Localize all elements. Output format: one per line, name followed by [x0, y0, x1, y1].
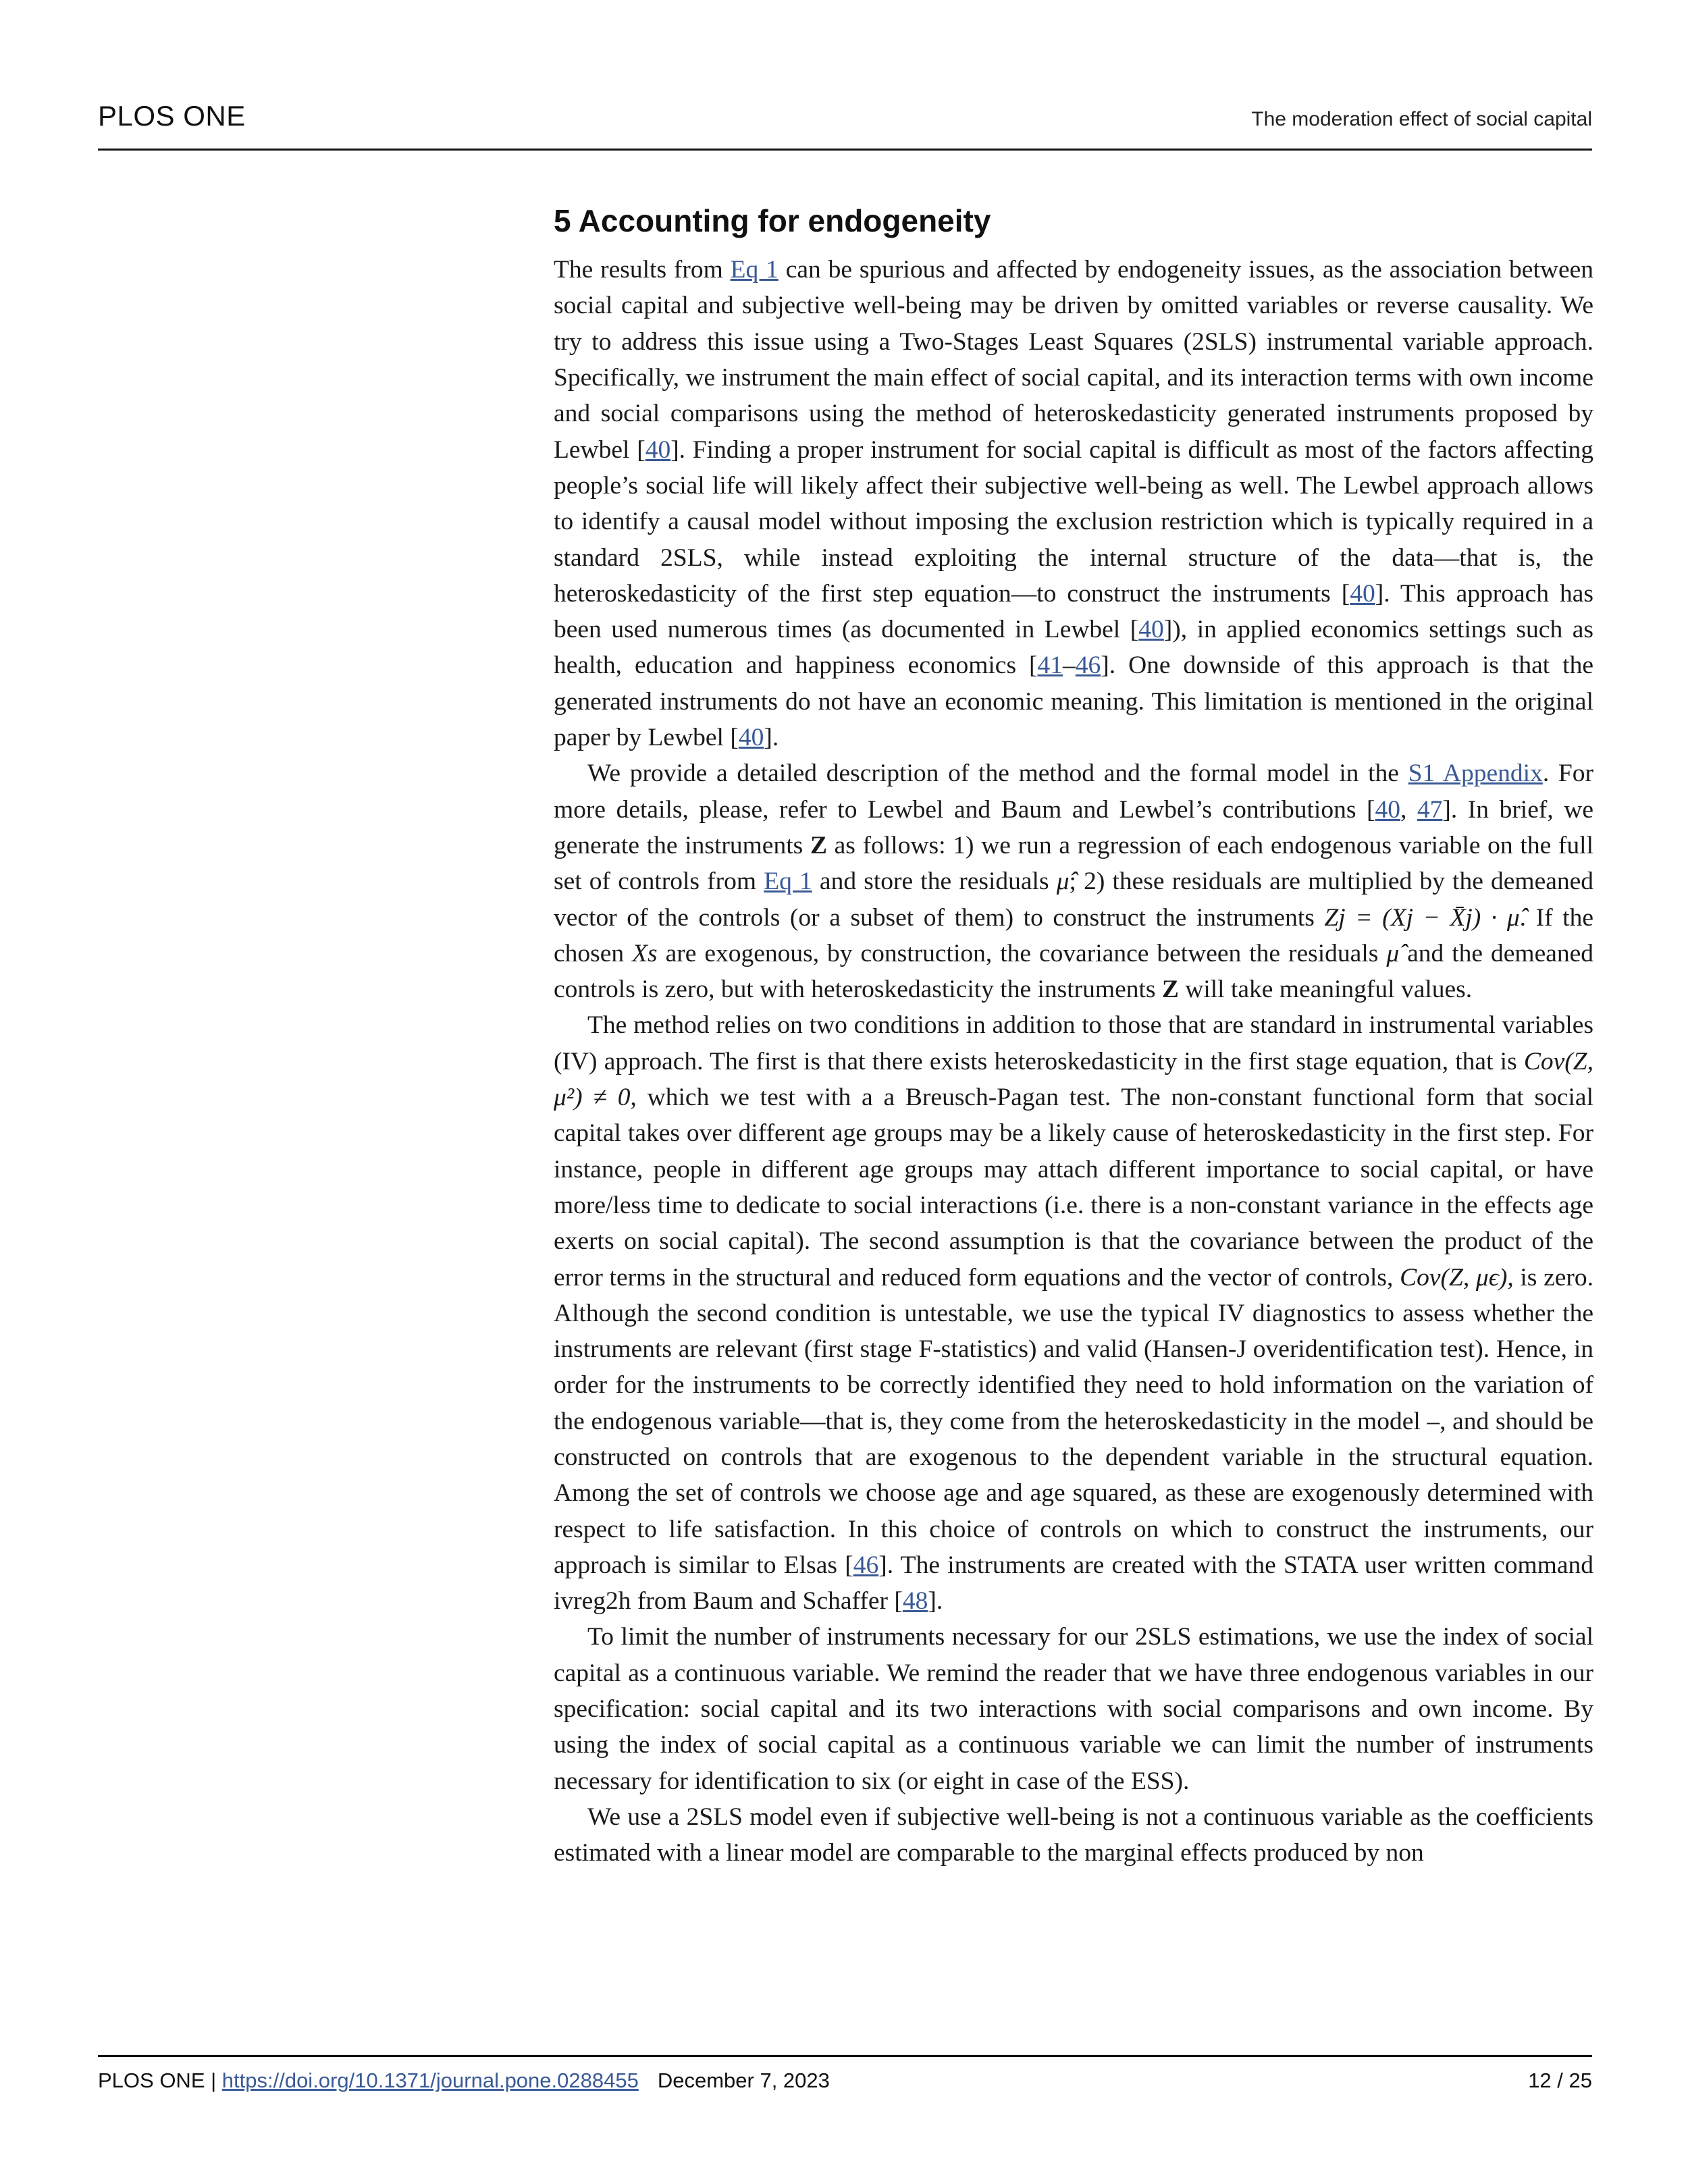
math-residual: μ̂	[1386, 939, 1400, 967]
ref-46-link[interactable]: 46	[853, 1551, 879, 1579]
paragraph-5: We use a 2SLS model even if subjective well-being is not a continuous variable as the coefficients estimated with a linear model are comparable to the marginal effects produced by non	[554, 1803, 1593, 1867]
math-residual: μ̂	[1056, 868, 1070, 896]
section-heading: 5 Accounting for endogeneity	[554, 203, 991, 238]
page-number: 12 / 25	[1528, 2069, 1592, 2092]
paragraph-2: We provide a detailed description of the method and the formal model in the S1 Appendix. For more details, please, refer to Lewbel and Baum and Lewbel’s contributions [40, 47]. In brief, we generate the instruments Z as follows: 1) we run a regression of each endogenous variable on the full set of controls from Eq 1 and store the residuals μ̂; 2) these residuals are multiplied by the demeaned vector of the controls (or a subset of them) to construct the instruments Zj = (Xj − X̄j) · μ̂. If the chosen Xs are exogenous, by construction, the covariance between the residuals μ̂ and the demeaned controls is zero, but with heteroskedasticity the instruments Z will take meaningful values.	[554, 760, 1594, 1004]
footer-journal: PLOS ONE |	[98, 2069, 222, 2092]
ref-40-link[interactable]: 40	[1375, 795, 1400, 824]
bold-z: Z	[810, 831, 827, 859]
math-instrument-formula: Zj = (Xj − X̄j) · μ̂	[1324, 903, 1520, 932]
ref-47-link[interactable]: 47	[1417, 795, 1443, 824]
publication-date: December 7, 2023	[657, 2069, 830, 2092]
footer-rule	[98, 2055, 1592, 2057]
article-body	[554, 203, 1593, 1871]
paragraph-3: The method relies on two conditions in addition to those that are standard in instrumental variables (IV) approach. The first is that there exists heteroskedasticity in the first stage equation, that is Cov(Z, μ²) ≠ 0, which we test with a a Breusch-Pagan test. The non-constant functional form that social capital takes over different age groups may be a likely cause of heteroskedasticity in the first step. For instance, people in different age groups may attach different importance to social capital, or have more/less time to dedicate to social interactions (i.e. there is a non-constant variance in the effects age exerts on social capital). The second assumption is that the covariance between the product of the error terms in the structural and reduced form equations and the vector of controls, Cov(Z, μϵ), is zero. Although the second condition is untestable, we use the typical IV diagnostics to assess whether the instruments are relevant (first stage F-statistics) and valid (Hansen-J overidentification test). Hence, in order for the instruments to be correctly identified they need to hold information on the variation of the endogenous variable—that is, they come from the heteroskedasticity in the model –, and should be constructed on controls that are exogenous to the dependent variable in the structural equation. Among the set of controls we choose age and age squared, as these are exogenously determined with respect to life satisfaction. In this choice of controls on which to construct the instruments, our approach is similar to Elsas [46]. The instruments are created with the STATA user written command ivreg2h from Baum and Schaffer [48].	[554, 1011, 1593, 1616]
ref-40-link[interactable]: 40	[1138, 616, 1164, 644]
footer	[98, 2069, 830, 2093]
ref-40-link[interactable]: 40	[645, 435, 671, 464]
math-xs: Xs	[632, 939, 658, 967]
math-cov-condition: Cov(Z, μ²) ≠ 0	[554, 1047, 1593, 1112]
doi-link[interactable]: https://doi.org/10.1371/journal.pone.0288455	[221, 2069, 639, 2092]
journal-name: PLOS ONE	[98, 100, 246, 132]
paragraph-4: To limit the number of instruments necessary for our 2SLS estimations, we use the index of social capital as a continuous variable. We remind the reader that we have three endogenous variables in our specification: social capital and its two interactions with social comparisons and own income. By using the index of social capital as a continuous variable we can limit the number of instruments necessary for identification to six (or eight in case of the ESS).	[554, 1623, 1593, 1795]
ref-46-link[interactable]: 46	[1075, 651, 1101, 680]
ref-41-link[interactable]: 41	[1037, 651, 1063, 680]
paragraph-1: The results from Eq 1 can be spurious and affected by endogeneity issues, as the association between social capital and subjective well-being may be driven by omitted variables or reverse causality. We try to address this issue using a Two-Stages Least Squares (2SLS) instrumental variable approach. Specifically, we instrument the main effect of social capital, and its interaction terms with own income and social comparisons using the method of heteroskedasticity generated instruments proposed by Lewbel [40]. Finding a proper instrument for social capital is difficult as most of the factors affecting people’s social life will likely affect their subjective well-being as well. The Lewbel approach allows to identify a causal model without imposing the exclusion restriction which is typically required in a standard 2SLS, while instead exploiting the internal structure of the data—that is, the heteroskedasticity of the first step equation—to construct the instruments [40]. This approach has been used numerous times (as documented in Lewbel [40]), in applied economics settings such as health, education and happiness economics [41–46]. One downside of this approach is that the generated instruments do not have an economic meaning. This limitation is mentioned in the original paper by Lewbel [40].	[554, 256, 1594, 752]
ref-40-link[interactable]: 40	[1350, 579, 1375, 608]
math-cov-error: Cov(Z, μϵ)	[1400, 1263, 1508, 1291]
running-title: The moderation effect of social capital	[1251, 108, 1592, 130]
s1-appendix-link[interactable]: S1 Appendix	[1408, 760, 1543, 788]
eq-1-link[interactable]: Eq 1	[764, 868, 812, 896]
eq-1-link[interactable]: Eq 1	[730, 256, 779, 284]
header-rule	[98, 149, 1592, 151]
ref-48-link[interactable]: 48	[902, 1587, 928, 1616]
bold-z: Z	[1161, 976, 1179, 1004]
ref-40-link[interactable]: 40	[738, 724, 764, 752]
